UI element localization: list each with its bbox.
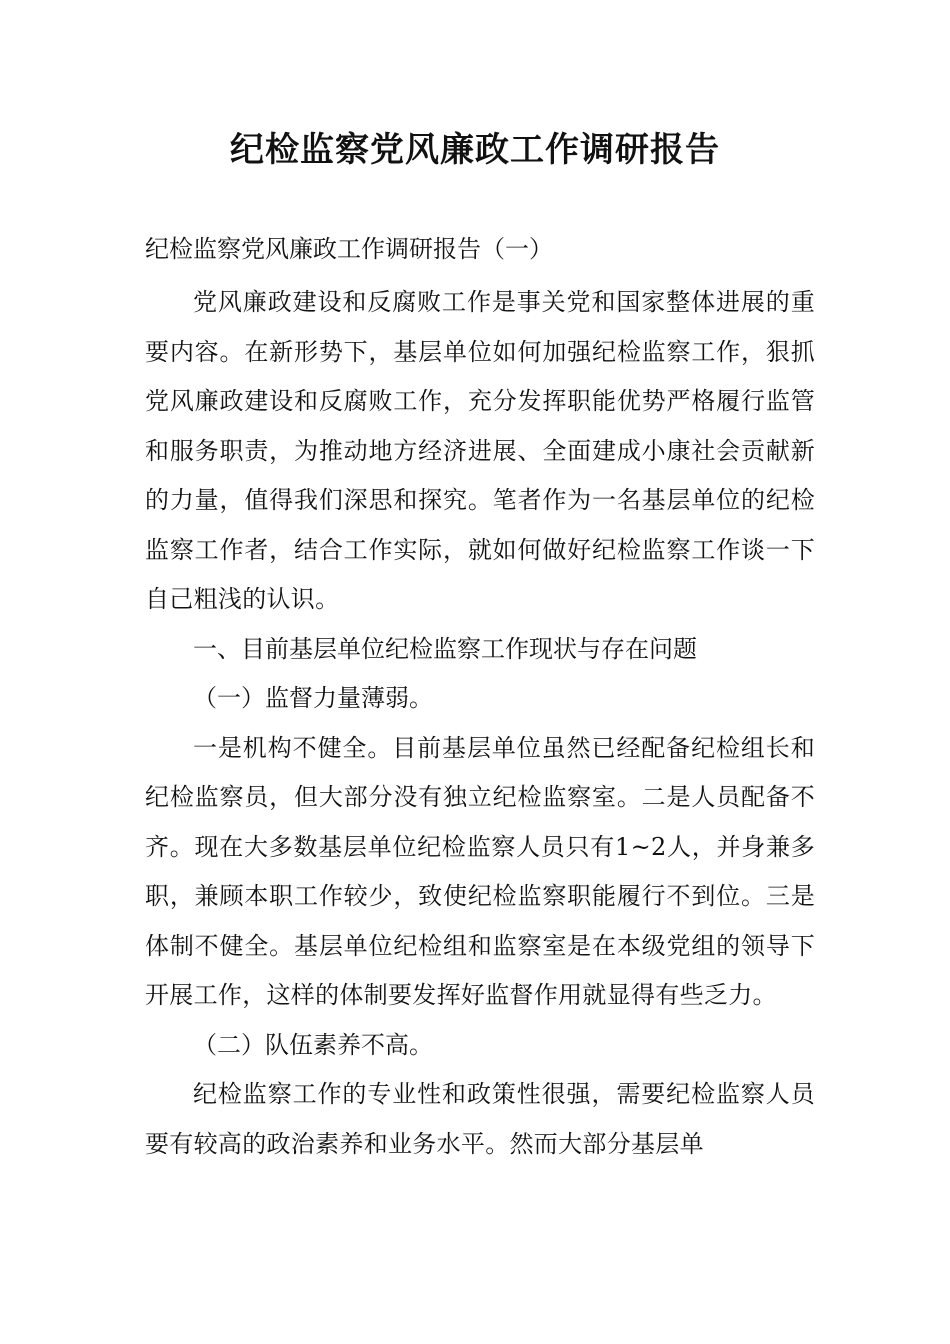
document-body [145, 278, 815, 1169]
subsection-heading-2: （二）队伍素养不高。 [193, 1030, 433, 1059]
section-heading-1: 一、目前基层单位纪检监察工作现状与存在问题 [193, 634, 697, 663]
document-title: 纪检监察党风廉政工作调研报告 [230, 130, 720, 170]
paragraph-supervision: 一是机构不健全。目前基层单位虽然已经配备纪检组长和纪检监察员，但大部分没有独立纪检监察室。二是人员配备不齐。现在大多数基层单位纪检监察人员只有1~2人，并身兼多职，兼顾本职工作较少，致使纪检监察职能履行不到位。三是体制不健全。基层单位纪检组和监察室是在本级党组的领导下开展工作，这样的体制要发挥好监督作用就显得有些乏力。 [145, 733, 815, 1009]
paragraph-team-quality: 纪检监察工作的专业性和政策性很强，需要纪检监察人员要有较高的政治素养和业务水平。然而大部分基层单 [145, 1080, 815, 1158]
paragraph-intro: 党风廉政建设和反腐败工作是事关党和国家整体进展的重要内容。在新形势下，基层单位如何加强纪检监察工作，狠抓党风廉政建设和反腐败工作，充分发挥职能优势严格履行监管和服务职责，为推动地方经济进展、全面建成小康社会贡献新的力量，值得我们深思和探究。笔者作为一名基层单位的纪检监察工作者，结合工作实际，就如何做好纪检监察工作谈一下自己粗浅的认识。 [145, 288, 815, 613]
subsection-heading-1: （一）监督力量薄弱。 [193, 684, 433, 712]
document-subtitle: 纪检监察党风廉政工作调研报告（一） [145, 235, 553, 263]
